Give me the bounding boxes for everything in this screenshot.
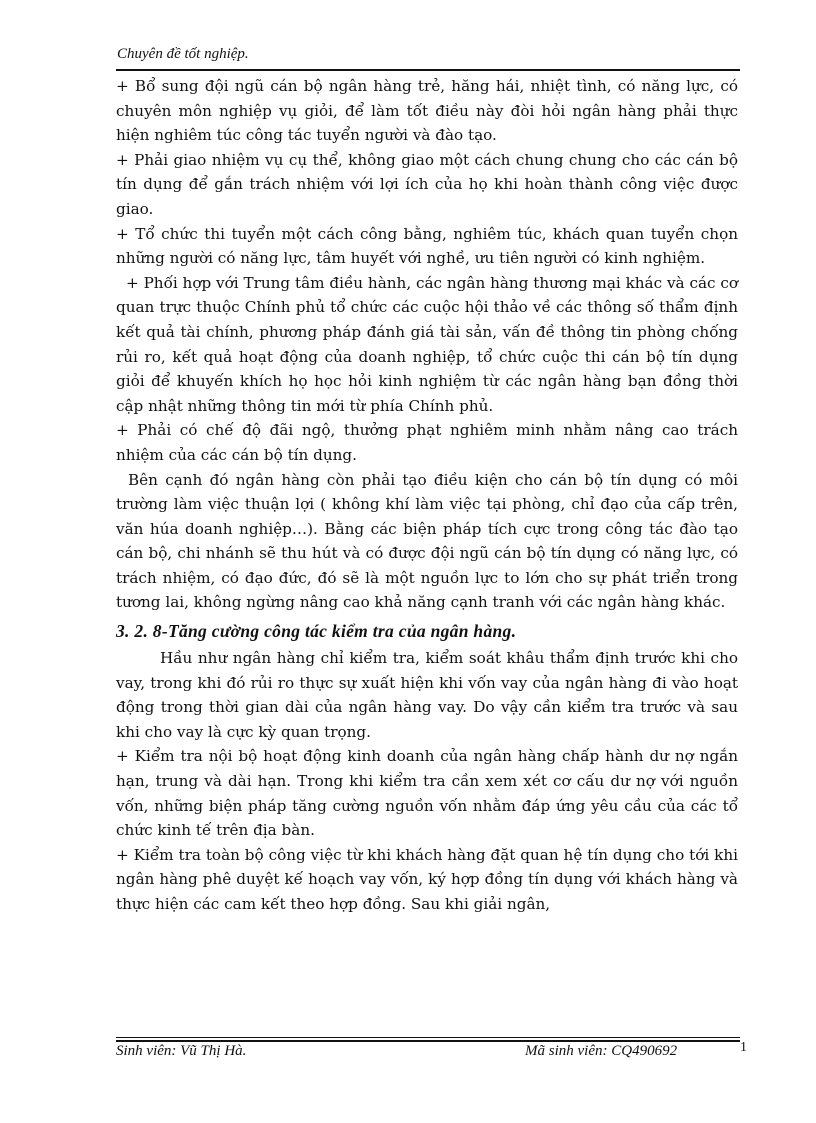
page-header-title: Chuyên đề tốt nghiệp. [117, 46, 249, 62]
section-heading: 3. 2. 8-Tăng cường công tác kiểm tra của ngân hàng. [116, 621, 517, 642]
paragraph-5: + Phải có chế độ đãi ngộ, thưởng phạt nghiêm minh nhằm nâng cao trách nhiệm của các cán bộ tín dụng. [116, 421, 738, 464]
paragraph-4: + Phối hợp với Trung tâm điều hành, các ngân hàng thương mại khác và các cơ quan trực thuộc Chính phủ tổ chức các cuộc hội thảo về các thông số thẩm định kết quả tài chính, phương pháp đánh giá tài sản, vấn đề thông tin phòng chống rủi ro, kết quả hoạt động của doanh nghiệp, tổ chức cuộc thi cán bộ tín dụng giỏi để khuyến khích họ học hỏi kinh nghiệm từ các ngân hàng bạn đồng thời cập nhật những thông tin mới từ phía Chính phủ. [116, 273, 738, 415]
document-body [116, 74, 738, 917]
page-number: 1 [740, 1040, 747, 1055]
footer-divider-bottom [116, 1040, 740, 1042]
header-divider [116, 69, 740, 71]
paragraph-1: + Bổ sung đội ngũ cán bộ ngân hàng trẻ, hăng hái, nhiệt tình, có năng lực, có chuyên môn nghiệp vụ giỏi, để làm tốt điều này đòi hỏi ngân hàng phải thực hiện nghiêm túc công tác tuyển người và đào tạo. [116, 77, 738, 145]
paragraph-6: Bên cạnh đó ngân hàng còn phải tạo điều kiện cho cán bộ tín dụng có môi trường làm việc thuận lợi ( không khí làm việc tại phòng, chỉ đạo của cấp trên, văn húa doanh nghiệp…). Bằng các biện pháp tích cực trong công tác đào tạo cán bộ, chi nhánh sẽ thu hút và có được đội ngũ cán bộ tín dụng có năng lực, có trách nhiệm, có đạo đức, đó sẽ là một nguồn lực to lớn cho sự phát triển trong tương lai, không ngừng nâng cao khả năng cạnh tranh với các ngân hàng khác. [116, 470, 738, 612]
footer-student-id: Mã sinh viên: CQ490692 [525, 1043, 678, 1059]
paragraph-2: + Phải giao nhiệm vụ cụ thể, không giao một cách chung chung cho các cán bộ tín dụng để gắn trách nhiệm với lợi ích của họ khi hoàn thành công việc được giao. [116, 150, 738, 218]
footer-student-name: Sinh viên: Vũ Thị Hà. [116, 1043, 247, 1059]
paragraph-7: Hầu như ngân hàng chỉ kiểm tra, kiểm soát khâu thẩm định trước khi cho vay, trong khi đó rủi ro thực sự xuất hiện khi vốn vay của ngân hàng đi vào hoạt động trong thời gian dài của ngân hàng vay. Do vậy cần kiểm tra trước và sau khi cho vay là cực kỳ quan trọng. [116, 649, 738, 741]
footer-divider-top [116, 1037, 740, 1038]
paragraph-3: + Tổ chức thi tuyển một cách công bằng, nghiêm túc, khách quan tuyển chọn những người có năng lực, tâm huyết với nghề, ưu tiên người có kinh nghiệm. [116, 224, 738, 268]
paragraph-9: + Kiểm tra toàn bộ công việc từ khi khách hàng đặt quan hệ tín dụng cho tới khi ngân hàng phê duyệt kế hoạch vay vốn, ký hợp đồng tín dụng với khách hàng và thực hiện các cam kết theo hợp đồng. Sau khi giải ngân, [116, 845, 738, 913]
paragraph-8: + Kiểm tra nội bộ hoạt động kinh doanh của ngân hàng chấp hành dư nợ ngắn hạn, trung và dài hạn. Trong khi kiểm tra cần xem xét cơ cấu dư nợ với nguồn vốn, những biện pháp tăng cường nguồn vốn nhằm đáp ứng yêu cầu của các tổ chức kinh tế trên địa bàn. [116, 747, 738, 840]
